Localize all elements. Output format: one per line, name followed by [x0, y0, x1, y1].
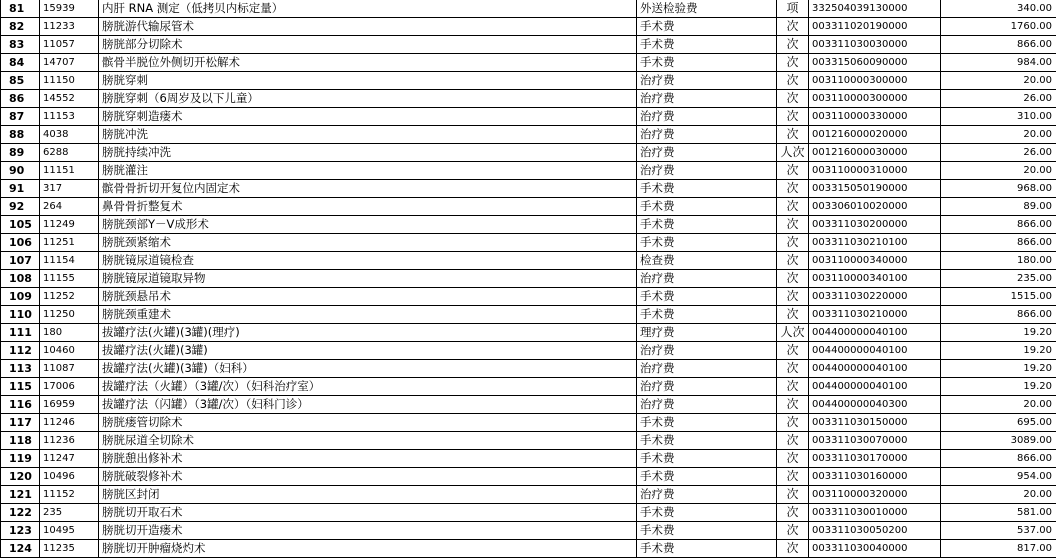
price-cell[interactable]: 984.00 [941, 54, 1057, 72]
fee-category-cell[interactable]: 手术费 [637, 468, 777, 486]
table-row [1, 90, 1057, 108]
row-index-cell[interactable]: 121 [1, 486, 40, 504]
table-row [1, 468, 1057, 486]
item-name-cell[interactable]: 膀胱镜尿道镜取异物 [99, 270, 637, 288]
fee-code-cell[interactable]: 004400000040100 [809, 342, 941, 360]
fee-code-cell[interactable]: 003110000340100 [809, 270, 941, 288]
item-name-cell[interactable]: 膀胱破裂修补术 [99, 468, 637, 486]
price-cell[interactable]: 20.00 [941, 486, 1057, 504]
item-name-cell[interactable]: 拔罐疗法（火罐）（3罐/次）（妇科治疗室） [99, 378, 637, 396]
unit-cell[interactable]: 次 [777, 18, 809, 36]
fee-code-cell[interactable]: 004400000040100 [809, 378, 941, 396]
item-name-cell[interactable]: 膀胱切开肿瘤烧灼术 [99, 540, 637, 558]
price-cell[interactable]: 26.00 [941, 144, 1057, 162]
unit-cell[interactable]: 次 [777, 468, 809, 486]
table-row [1, 18, 1057, 36]
price-cell[interactable]: 19.20 [941, 360, 1057, 378]
price-cell[interactable]: 235.00 [941, 270, 1057, 288]
fee-code-cell[interactable]: 003110000300000 [809, 90, 941, 108]
price-cell[interactable]: 537.00 [941, 522, 1057, 540]
unit-cell[interactable]: 次 [777, 378, 809, 396]
row-index-cell[interactable]: 111 [1, 324, 40, 342]
item-name-cell[interactable]: 膀胱镜尿道镜检查 [99, 252, 637, 270]
price-cell[interactable]: 1515.00 [941, 288, 1057, 306]
unit-cell[interactable]: 次 [777, 72, 809, 90]
fee-category-cell[interactable]: 治疗费 [637, 270, 777, 288]
row-index-cell[interactable]: 108 [1, 270, 40, 288]
row-index-cell[interactable]: 117 [1, 414, 40, 432]
table-row [1, 144, 1057, 162]
row-index-cell[interactable]: 124 [1, 540, 40, 558]
fee-code-cell[interactable]: 001216000020000 [809, 126, 941, 144]
row-index-cell[interactable]: 116 [1, 396, 40, 414]
fee-code-cell[interactable]: 003311030040000 [809, 540, 941, 558]
price-cell[interactable]: 340.00 [941, 0, 1057, 18]
price-cell[interactable]: 866.00 [941, 216, 1057, 234]
item-name-cell[interactable]: 内肝 RNA 测定（低拷贝内标定量） [99, 0, 637, 18]
fee-category-cell[interactable]: 理疗费 [637, 324, 777, 342]
fee-code-cell[interactable]: 004400000040100 [809, 360, 941, 378]
unit-cell[interactable]: 次 [777, 396, 809, 414]
item-code-cell[interactable]: 11154 [40, 252, 99, 270]
item-code-cell[interactable]: 11236 [40, 432, 99, 450]
fee-category-cell[interactable]: 外送检验费 [637, 0, 777, 18]
row-index-cell[interactable]: 90 [1, 162, 40, 180]
item-code-cell[interactable]: 11151 [40, 162, 99, 180]
item-name-cell[interactable]: 鼻骨骨折整复术 [99, 198, 637, 216]
item-name-cell[interactable]: 膀胱灌注 [99, 162, 637, 180]
item-code-cell[interactable]: 11152 [40, 486, 99, 504]
table-row [1, 234, 1057, 252]
fee-category-cell[interactable]: 治疗费 [637, 126, 777, 144]
price-cell[interactable]: 20.00 [941, 396, 1057, 414]
item-name-cell[interactable]: 膀胱颈重建术 [99, 306, 637, 324]
item-name-cell[interactable]: 髌骨骨折切开复位内固定术 [99, 180, 637, 198]
table-row [1, 216, 1057, 234]
fee-code-cell[interactable]: 003110000320000 [809, 486, 941, 504]
fee-code-cell[interactable]: 003110000310000 [809, 162, 941, 180]
item-name-cell[interactable]: 拔罐疗法(火罐)(3罐)(理疗) [99, 324, 637, 342]
price-cell[interactable]: 954.00 [941, 468, 1057, 486]
fee-code-cell[interactable]: 004400000040300 [809, 396, 941, 414]
table-row [1, 522, 1057, 540]
unit-cell[interactable]: 次 [777, 90, 809, 108]
item-code-cell[interactable]: 11250 [40, 306, 99, 324]
row-index-cell[interactable]: 87 [1, 108, 40, 126]
table-row [1, 342, 1057, 360]
unit-cell[interactable]: 次 [777, 360, 809, 378]
price-cell[interactable]: 968.00 [941, 180, 1057, 198]
fee-category-cell[interactable]: 治疗费 [637, 378, 777, 396]
price-cell[interactable]: 19.20 [941, 342, 1057, 360]
table-row [1, 108, 1057, 126]
item-code-cell[interactable]: 11246 [40, 414, 99, 432]
item-name-cell[interactable]: 拔罐疗法（闪罐）（3罐/次）（妇科门诊） [99, 396, 637, 414]
item-name-cell[interactable]: 拔罐疗法(火罐)(3罐)（妇科） [99, 360, 637, 378]
fee-category-cell[interactable]: 手术费 [637, 54, 777, 72]
fee-code-cell[interactable]: 003306010020000 [809, 198, 941, 216]
price-cell[interactable]: 19.20 [941, 324, 1057, 342]
unit-cell[interactable]: 次 [777, 342, 809, 360]
unit-cell[interactable]: 次 [777, 54, 809, 72]
item-code-cell[interactable]: 11087 [40, 360, 99, 378]
item-code-cell[interactable]: 11249 [40, 216, 99, 234]
price-cell[interactable]: 20.00 [941, 126, 1057, 144]
table-row [1, 252, 1057, 270]
price-cell[interactable]: 180.00 [941, 252, 1057, 270]
row-index-cell[interactable]: 89 [1, 144, 40, 162]
row-index-cell[interactable]: 82 [1, 18, 40, 36]
fee-category-cell[interactable]: 治疗费 [637, 108, 777, 126]
unit-cell[interactable]: 次 [777, 540, 809, 558]
item-code-cell[interactable]: 11235 [40, 540, 99, 558]
item-code-cell[interactable]: 11057 [40, 36, 99, 54]
price-cell[interactable]: 866.00 [941, 450, 1057, 468]
unit-cell[interactable]: 人次 [777, 144, 809, 162]
table-row [1, 54, 1057, 72]
unit-cell[interactable]: 次 [777, 162, 809, 180]
fee-code-cell[interactable]: 003311030170000 [809, 450, 941, 468]
row-index-cell[interactable]: 122 [1, 504, 40, 522]
item-name-cell[interactable]: 膀胱颈紧缩术 [99, 234, 637, 252]
fee-code-cell[interactable]: 003311030210000 [809, 306, 941, 324]
item-code-cell[interactable]: 11252 [40, 288, 99, 306]
item-code-cell[interactable]: 11155 [40, 270, 99, 288]
item-code-cell[interactable]: 17006 [40, 378, 99, 396]
table-row [1, 378, 1057, 396]
fee-code-cell[interactable]: 003315060090000 [809, 54, 941, 72]
table-row [1, 396, 1057, 414]
fee-code-cell[interactable]: 003311030200000 [809, 216, 941, 234]
fee-category-cell[interactable]: 手术费 [637, 36, 777, 54]
price-cell[interactable]: 866.00 [941, 234, 1057, 252]
item-name-cell[interactable]: 膀胱颈悬吊术 [99, 288, 637, 306]
item-name-cell[interactable]: 膀胱穿刺（6周岁及以下儿童） [99, 90, 637, 108]
item-code-cell[interactable]: 10495 [40, 522, 99, 540]
item-name-cell[interactable]: 膀胱区封闭 [99, 486, 637, 504]
fee-category-cell[interactable]: 手术费 [637, 414, 777, 432]
unit-cell[interactable]: 次 [777, 486, 809, 504]
price-cell[interactable]: 20.00 [941, 162, 1057, 180]
item-code-cell[interactable]: 11233 [40, 18, 99, 36]
table-row [1, 432, 1057, 450]
row-index-cell[interactable]: 105 [1, 216, 40, 234]
row-index-cell[interactable]: 86 [1, 90, 40, 108]
item-name-cell[interactable]: 膀胱穿刺 [99, 72, 637, 90]
fee-code-cell[interactable]: 003311030210100 [809, 234, 941, 252]
item-code-cell[interactable]: 4038 [40, 126, 99, 144]
table-row [1, 180, 1057, 198]
item-name-cell[interactable]: 膀胱部分切除术 [99, 36, 637, 54]
fee-code-cell[interactable]: 003311030050200 [809, 522, 941, 540]
fee-category-cell[interactable]: 治疗费 [637, 144, 777, 162]
fee-category-cell[interactable]: 手术费 [637, 18, 777, 36]
fee-code-cell[interactable]: 003110000340000 [809, 252, 941, 270]
table-row [1, 306, 1057, 324]
item-code-cell[interactable]: 14707 [40, 54, 99, 72]
unit-cell[interactable]: 次 [777, 522, 809, 540]
item-code-cell[interactable]: 16959 [40, 396, 99, 414]
fee-code-cell[interactable]: 003311030030000 [809, 36, 941, 54]
price-cell[interactable]: 26.00 [941, 90, 1057, 108]
fee-category-cell[interactable]: 手术费 [637, 234, 777, 252]
item-code-cell[interactable]: 317 [40, 180, 99, 198]
fee-code-cell[interactable]: 003315050190000 [809, 180, 941, 198]
fee-code-cell[interactable]: 003311030160000 [809, 468, 941, 486]
fee-category-cell[interactable]: 治疗费 [637, 342, 777, 360]
item-code-cell[interactable]: 10460 [40, 342, 99, 360]
table-row [1, 414, 1057, 432]
unit-cell[interactable]: 人次 [777, 324, 809, 342]
row-index-cell[interactable]: 109 [1, 288, 40, 306]
table-row [1, 288, 1057, 306]
unit-cell[interactable]: 次 [777, 288, 809, 306]
fee-code-cell[interactable]: 003311030220000 [809, 288, 941, 306]
item-name-cell[interactable]: 膀胱瘘管切除术 [99, 414, 637, 432]
row-index-cell[interactable]: 113 [1, 360, 40, 378]
fee-category-cell[interactable]: 手术费 [637, 540, 777, 558]
table-row [1, 486, 1057, 504]
table-row [1, 72, 1057, 90]
fee-code-cell[interactable]: 003311030070000 [809, 432, 941, 450]
table-row [1, 270, 1057, 288]
fee-category-cell[interactable]: 手术费 [637, 306, 777, 324]
row-index-cell[interactable]: 83 [1, 36, 40, 54]
table-row [1, 324, 1057, 342]
fee-category-cell[interactable]: 手术费 [637, 216, 777, 234]
fee-category-cell[interactable]: 治疗费 [637, 486, 777, 504]
fee-table-body [1, 0, 1057, 558]
item-code-cell[interactable]: 11247 [40, 450, 99, 468]
price-cell[interactable]: 3089.00 [941, 432, 1057, 450]
table-row [1, 0, 1057, 18]
price-cell[interactable]: 817.00 [941, 540, 1057, 558]
right-margin [1056, 0, 1060, 558]
fee-category-cell[interactable]: 治疗费 [637, 90, 777, 108]
row-index-cell[interactable]: 106 [1, 234, 40, 252]
price-cell[interactable]: 866.00 [941, 36, 1057, 54]
table-row [1, 36, 1057, 54]
unit-cell[interactable]: 次 [777, 36, 809, 54]
unit-cell[interactable]: 次 [777, 198, 809, 216]
table-row [1, 504, 1057, 522]
row-index-cell[interactable]: 107 [1, 252, 40, 270]
table-row [1, 360, 1057, 378]
table-row [1, 162, 1057, 180]
fee-code-cell[interactable]: 003311030150000 [809, 414, 941, 432]
row-index-cell[interactable]: 115 [1, 378, 40, 396]
item-name-cell[interactable]: 膀胱持续冲洗 [99, 144, 637, 162]
table-row [1, 198, 1057, 216]
item-code-cell[interactable]: 15939 [40, 0, 99, 18]
unit-cell[interactable]: 次 [777, 504, 809, 522]
price-cell[interactable]: 866.00 [941, 306, 1057, 324]
row-index-cell[interactable]: 92 [1, 198, 40, 216]
price-cell[interactable]: 20.00 [941, 72, 1057, 90]
price-cell[interactable]: 89.00 [941, 198, 1057, 216]
row-index-cell[interactable]: 119 [1, 450, 40, 468]
table-row [1, 450, 1057, 468]
table-row [1, 126, 1057, 144]
item-name-cell[interactable]: 髌骨半脱位外侧切开松解术 [99, 54, 637, 72]
fee-code-cell[interactable]: 003311030010000 [809, 504, 941, 522]
price-cell[interactable]: 695.00 [941, 414, 1057, 432]
unit-cell[interactable]: 次 [777, 126, 809, 144]
row-index-cell[interactable]: 81 [1, 0, 40, 18]
fee-code-cell[interactable]: 004400000040100 [809, 324, 941, 342]
item-name-cell[interactable]: 膀胱游代输尿管术 [99, 18, 637, 36]
unit-cell[interactable]: 次 [777, 450, 809, 468]
item-code-cell[interactable]: 11150 [40, 72, 99, 90]
item-code-cell[interactable]: 14552 [40, 90, 99, 108]
price-cell[interactable]: 1760.00 [941, 18, 1057, 36]
fee-code-cell[interactable]: 332504039130000 [809, 0, 941, 18]
unit-cell[interactable]: 次 [777, 108, 809, 126]
fee-category-cell[interactable]: 手术费 [637, 288, 777, 306]
unit-cell[interactable]: 次 [777, 414, 809, 432]
item-code-cell[interactable]: 235 [40, 504, 99, 522]
row-index-cell[interactable]: 110 [1, 306, 40, 324]
unit-cell[interactable]: 次 [777, 216, 809, 234]
item-code-cell[interactable]: 11251 [40, 234, 99, 252]
item-name-cell[interactable]: 膀胱穿刺造瘘术 [99, 108, 637, 126]
item-code-cell[interactable]: 264 [40, 198, 99, 216]
unit-cell[interactable]: 次 [777, 306, 809, 324]
row-index-cell[interactable]: 84 [1, 54, 40, 72]
unit-cell[interactable]: 次 [777, 270, 809, 288]
fee-category-cell[interactable]: 检查费 [637, 252, 777, 270]
fee-category-cell[interactable]: 手术费 [637, 504, 777, 522]
row-index-cell[interactable]: 88 [1, 126, 40, 144]
fee-category-cell[interactable]: 治疗费 [637, 360, 777, 378]
fee-code-cell[interactable]: 003311020190000 [809, 18, 941, 36]
fee-category-cell[interactable]: 手术费 [637, 198, 777, 216]
unit-cell[interactable]: 次 [777, 252, 809, 270]
row-index-cell[interactable]: 85 [1, 72, 40, 90]
fee-code-cell[interactable]: 003110000330000 [809, 108, 941, 126]
item-name-cell[interactable]: 膀胱憩出修补术 [99, 450, 637, 468]
item-name-cell[interactable]: 膀胱颈部Y－V成形术 [99, 216, 637, 234]
unit-cell[interactable]: 次 [777, 180, 809, 198]
price-cell[interactable]: 19.20 [941, 378, 1057, 396]
price-cell[interactable]: 581.00 [941, 504, 1057, 522]
fee-code-cell[interactable]: 003110000300000 [809, 72, 941, 90]
item-name-cell[interactable]: 膀胱切开取石术 [99, 504, 637, 522]
row-index-cell[interactable]: 91 [1, 180, 40, 198]
row-index-cell[interactable]: 112 [1, 342, 40, 360]
fee-category-cell[interactable]: 治疗费 [637, 72, 777, 90]
fee-category-cell[interactable]: 手术费 [637, 522, 777, 540]
unit-cell[interactable]: 次 [777, 432, 809, 450]
item-code-cell[interactable]: 10496 [40, 468, 99, 486]
fee-category-cell[interactable]: 治疗费 [637, 396, 777, 414]
fee-category-cell[interactable]: 手术费 [637, 432, 777, 450]
row-index-cell[interactable]: 120 [1, 468, 40, 486]
fee-category-cell[interactable]: 手术费 [637, 180, 777, 198]
item-code-cell[interactable]: 6288 [40, 144, 99, 162]
row-index-cell[interactable]: 118 [1, 432, 40, 450]
fee-code-cell[interactable]: 001216000030000 [809, 144, 941, 162]
row-index-cell[interactable]: 123 [1, 522, 40, 540]
table-row [1, 540, 1057, 558]
fee-category-cell[interactable]: 手术费 [637, 450, 777, 468]
item-name-cell[interactable]: 膀胱切开造瘘术 [99, 522, 637, 540]
unit-cell[interactable]: 项 [777, 0, 809, 18]
item-name-cell[interactable]: 膀胱尿道全切除术 [99, 432, 637, 450]
item-name-cell[interactable]: 拔罐疗法(火罐)(3罐) [99, 342, 637, 360]
item-code-cell[interactable]: 11153 [40, 108, 99, 126]
item-name-cell[interactable]: 膀胱冲洗 [99, 126, 637, 144]
unit-cell[interactable]: 次 [777, 234, 809, 252]
item-code-cell[interactable]: 180 [40, 324, 99, 342]
price-cell[interactable]: 310.00 [941, 108, 1057, 126]
fee-category-cell[interactable]: 治疗费 [637, 162, 777, 180]
